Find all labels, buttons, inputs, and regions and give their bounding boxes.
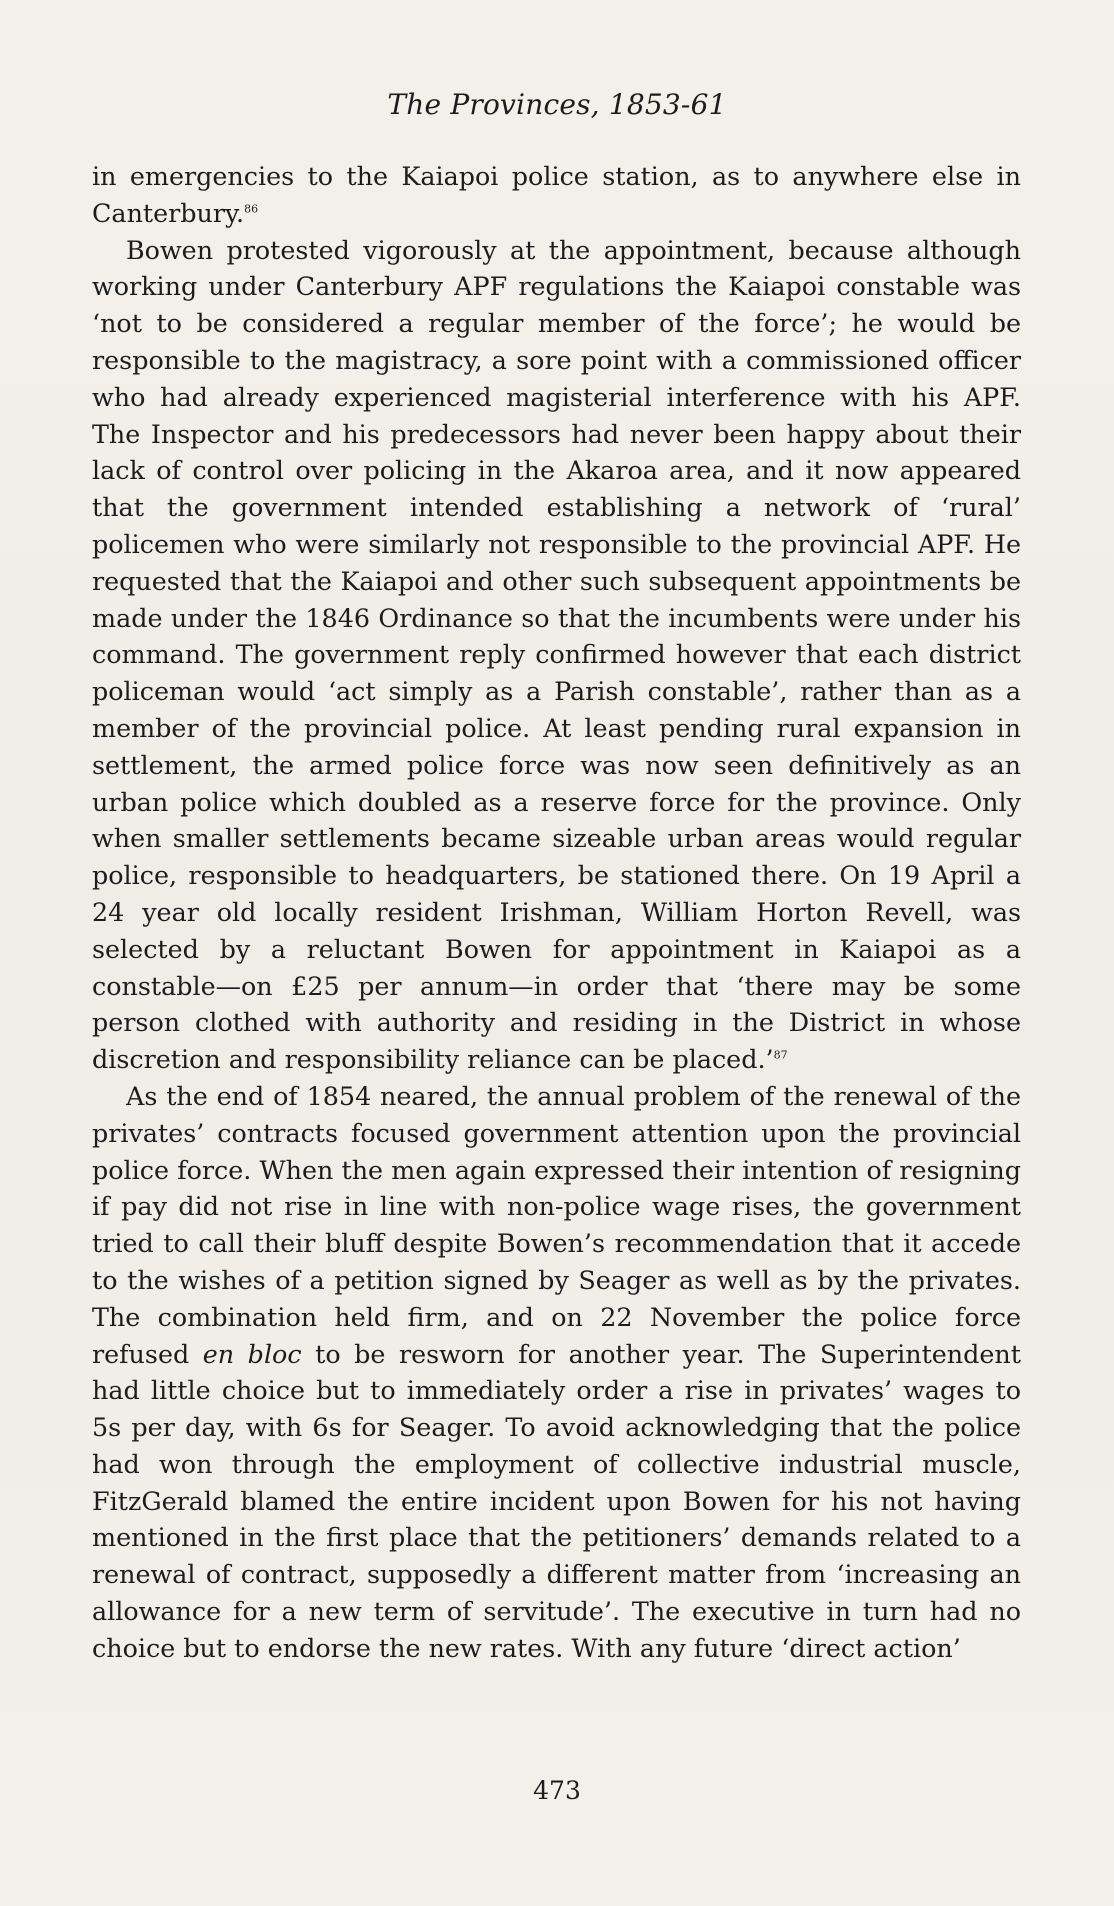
paragraph-text: in emergencies to the Kaiapoi police station, as to anywhere else in Canterbury. [92,161,1021,228]
paragraph [92,158,1021,232]
paragraph-text: As the end of 1854 neared, the annual problem of the renewal of the privates’ contracts focused government attention upon the provincial police force. When the men again expressed their intention of resigning if pay did not rise in line with non-police wage rises, the government tried to call their bluff despite Bowen’s recommendation that it accede to the wishes of a petition signed by Seager as well as by the privates. The combination held firm, and on 22 November the police force refused [92,1080,1021,1369]
page-number: 473 [533,1776,581,1805]
running-head: The Provinces, 1853-61 [387,88,727,121]
footnote-marker: 87 [773,1048,788,1062]
italic-phrase: en bloc [202,1338,302,1369]
body-text [92,158,1021,1667]
paragraph-text: Bowen protested vigorously at the appointment, because although working under Canterbury APF regulations the Kaiapoi constable was ‘not to be considered a regular member of the force’; he would be responsible to the magistracy, a sore point with a commissioned officer who had already experienced magisterial interference with his APF. The Inspector and his predecessors had never been happy about their lack of control over policing in the Akaroa area, and it now appeared that the government intended establishing a network of ‘rural’ policemen who were similarly not responsible to the provincial APF. He requested that the Kaiapoi and other such subsequent appointments be made under the 1846 Ordinance so that the incumbents were under his command. The government reply confirmed however that each district policeman would ‘act simply as a Parish constable’, rather than as a member of the provincial police. At least pending rural expansion in settlement, the armed police force was now seen definitively as an urban police which doubled as a reserve force for the province. Only when smaller settlements became sizeable urban areas would regular police, responsible to headquarters, be stationed there. On 19 April a 24 year old locally resident Irishman, William Horton Revell, was selected by a reluctant Bowen for appointment in Kaiapoi as a constable—on £25 per annum—in order that ‘there may be some person clothed with authority and residing in the District in whose discretion and responsibility reliance can be placed.’ [92,234,1021,1075]
paragraph [92,1078,1021,1667]
paragraph [92,232,1021,1078]
paragraph-text: to be resworn for another year. The Superintendent had little choice but to immediately order a rise in privates’ wages to 5s per day, with 6s for Seager. To avoid acknowledging that the police had won through the employment of collective industrial muscle, FitzGerald blamed the entire incident upon Bowen for his not having mentioned in the first place that the petitioners’ demands related to a renewal of contract, supposedly a different matter from ‘increasing an allowance for a new term of servitude’. The executive in turn had no choice but to endorse the new rates. With any future ‘direct action’ [92,1338,1021,1663]
footnote-marker: 86 [244,202,259,216]
